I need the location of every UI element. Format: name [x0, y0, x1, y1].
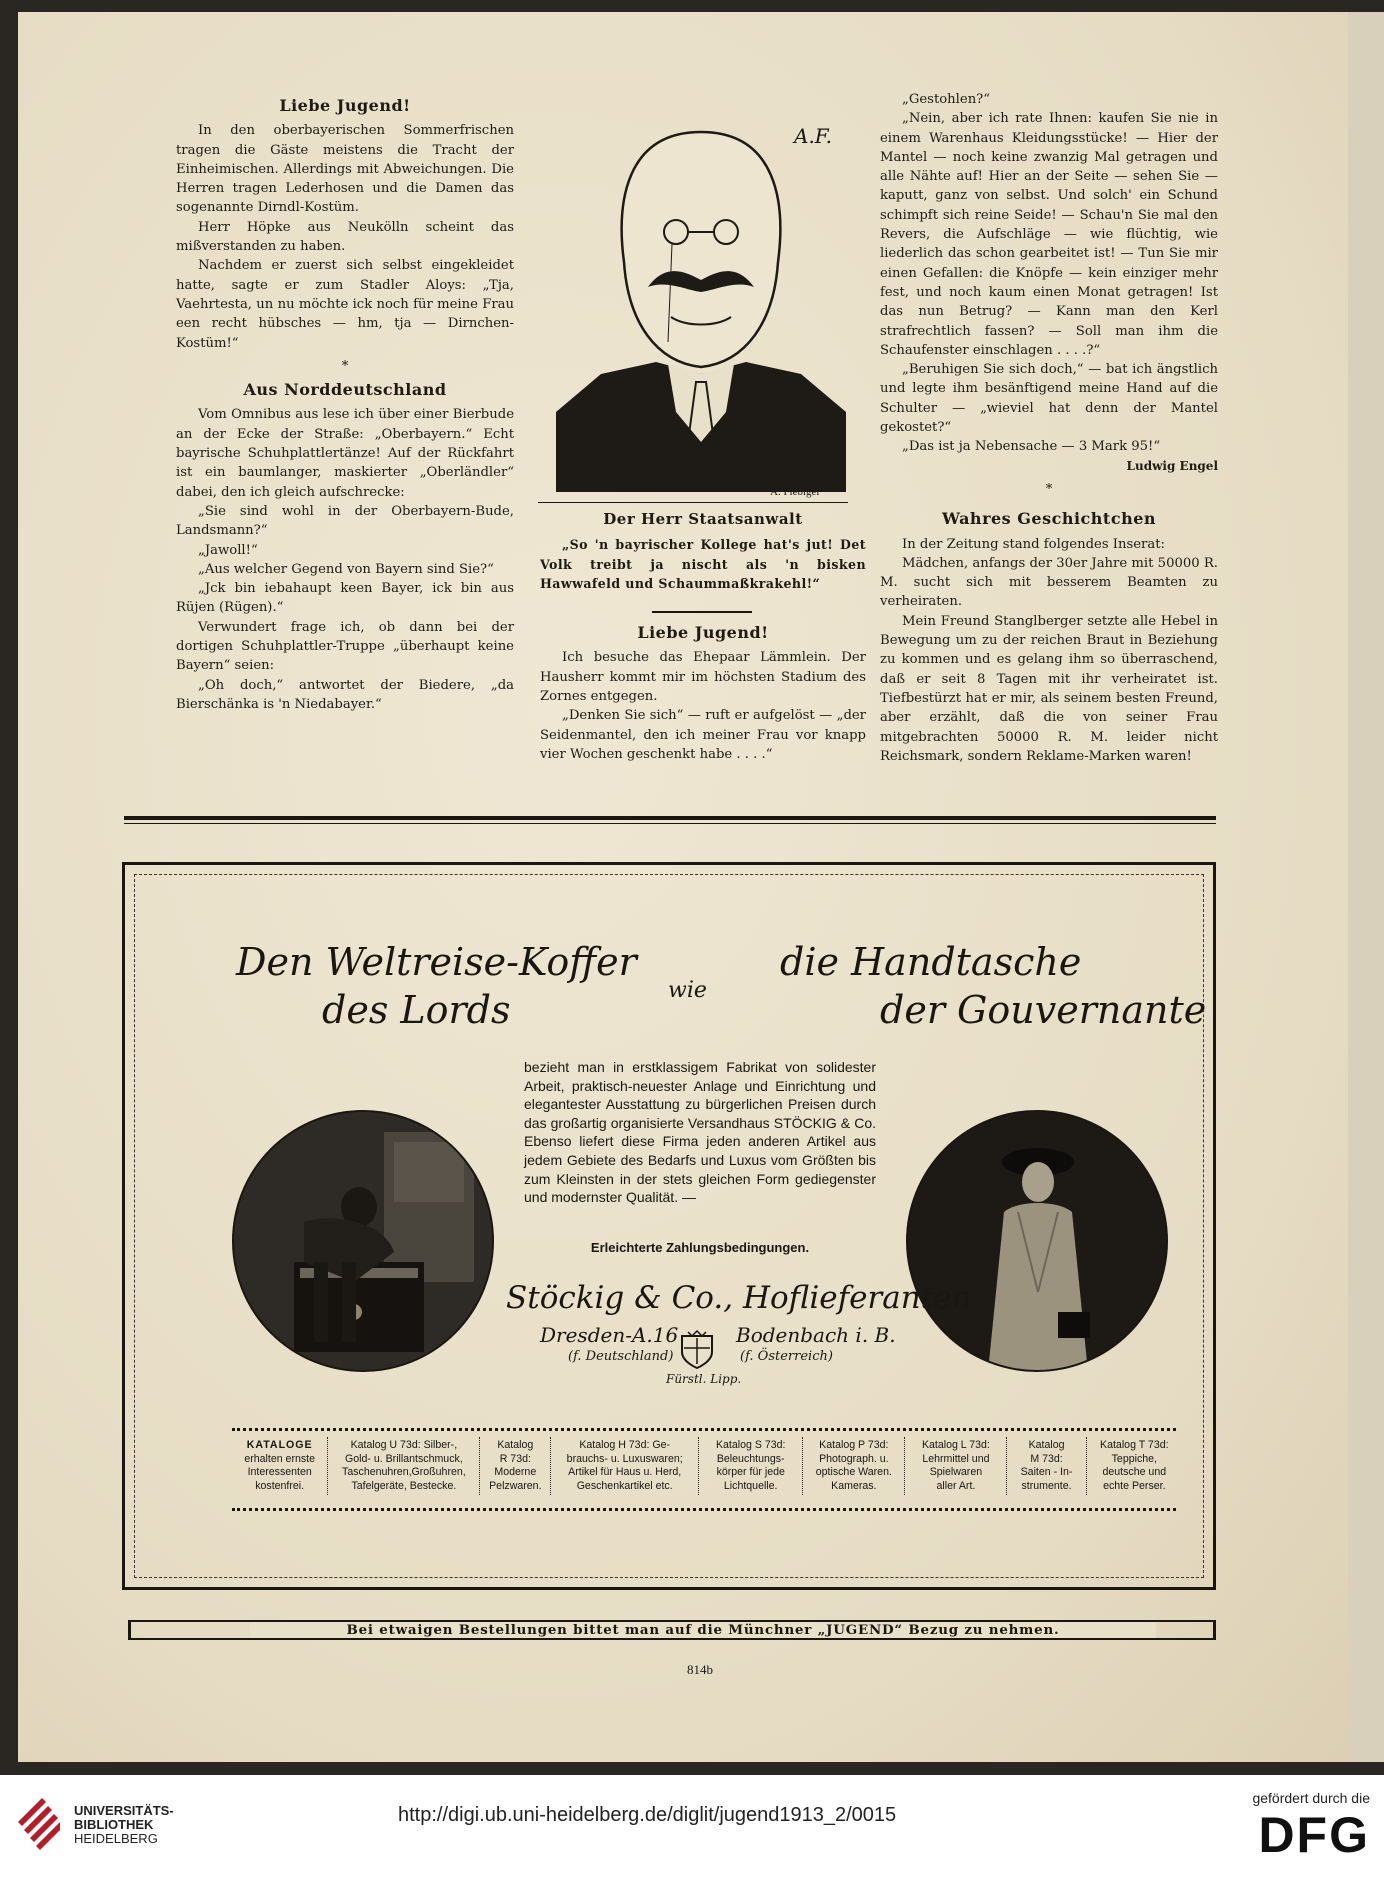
left-paragraph: „Oh doch,“ antwortet der Biedere, „da Bierschänka is 'n Niedabayer.“	[176, 677, 514, 712]
left-heading-liebe-jugend: Liebe Jugend!	[279, 96, 411, 115]
right-paragraph: „Gestohlen?“	[902, 92, 990, 107]
ad-headline-mid: wie	[668, 978, 707, 1003]
catalog-line: optische Waren.	[815, 1466, 892, 1479]
ad-firm-name: Stöckig & Co., Hoflieferanten	[506, 1280, 972, 1316]
caption-rule	[538, 502, 848, 503]
library-name-line: UNIVERSITÄTS-	[74, 1803, 174, 1818]
author-signature: Ludwig Engel	[1126, 458, 1218, 473]
library-name	[74, 1804, 174, 1846]
catalog-line: Lichtquelle.	[723, 1479, 778, 1492]
catalog-line: kostenfrei.	[255, 1479, 305, 1492]
library-logo-icon	[14, 1792, 62, 1852]
catalog-line: Katalog	[497, 1439, 534, 1451]
middle-heading-liebe-jugend: Liebe Jugend!	[637, 623, 769, 643]
handbag-photo	[908, 1112, 1168, 1372]
ad-city-bodenbach-note: (f. Österreich)	[740, 1349, 833, 1364]
right-paragraph: „Nein, aber ich rate Ihnen: kaufen Sie nie in einem Warenhaus Kleidungsstücke! — Hier der Mantel — noch keine zwanzig Mal getragen und alle Nähte auf! Hier an der Seite — sehen Sie — kaputt, ganz von selbst. Und solch' ein Schund schimpft sich reine Seide! — Schau'n Sie mal den Revers, die Aufschläge — wie flüchtig, wie liederlich das schon gearbeitet ist! — Tun Sie mir einen Gefallen: die Knöpfe — kein einziger mehr fest, und noch kaum einen Monat getragen! Ist das nun Betrug? — Kann man den Kerl strafrechtlich fassen? — Soll man ihm die Schaufenster einschlagen . . . .?“	[880, 111, 1218, 358]
right-paragraph: Mädchen, anfangs der 30er Jahre mit 50000 R. M. sucht sich mit besserem Beamten zu verheiraten.	[880, 555, 1218, 610]
catalog-line: erhalten ernste	[244, 1452, 315, 1465]
left-paragraph: Nachdem er zuerst sich selbst eingekleidet hatte, sagte er zum Stadler Aloys: „Tja, Vaehrtesta, un nu möchte ick noch für meine Frau een recht hübsches — hm, tja — Dirnchen-Kostüm!“	[176, 258, 514, 351]
left-column	[176, 92, 514, 714]
left-paragraph: In den oberbayerischen Sommerfrischen tragen die Gäste meistens die Tracht der Einheimischen. Allerdings mit Abweichungen. Die Herren tragen Lederhosen und die Damen das sogenannte Dirndl-Kostüm.	[176, 123, 514, 216]
ad-payment-terms: Erleichterte Zahlungsbedingungen.	[590, 1240, 810, 1255]
caricature-caption-title: Der Herr Staatsanwalt	[603, 510, 803, 528]
catalog-line: Katalog	[1028, 1439, 1065, 1451]
section-rule-top	[124, 816, 1216, 820]
catalog-cell	[480, 1437, 551, 1495]
left-paragraph: Verwundert frage ich, ob dann bei der dortigen Schuhplattler-Truppe „überhaupt keine Bayern“ seien:	[176, 619, 514, 674]
permalink-url[interactable]: http://digi.ub.uni-heidelberg.de/diglit/jugend1913_2/0015	[398, 1804, 897, 1826]
catalog-line: Teppiche,	[1111, 1452, 1157, 1465]
catalog-line: Moderne	[494, 1466, 537, 1479]
caricature-caption-text: „So 'n bayrischer Kollege hat's jut! Det Volk treibt ja nischt als 'n bisken Hawwafeld und Schaummaßkrakehl!“	[540, 537, 866, 591]
library-name-line: HEIDELBERG	[74, 1831, 158, 1846]
separator-star: *	[1045, 481, 1053, 497]
catalog-line: R 73d:	[499, 1452, 531, 1465]
left-paragraph: Herr Höpke aus Neukölln scheint das mißverstanden zu haben.	[176, 219, 514, 255]
catalog-line: Artikel für Haus u. Herd,	[568, 1466, 682, 1479]
catalog-line: körper für jede	[716, 1466, 785, 1479]
catalog-cell	[1007, 1437, 1086, 1495]
right-paragraph: In der Zeitung stand folgendes Inserat:	[902, 536, 1165, 552]
catalog-line: Interessenten	[247, 1466, 312, 1479]
ad-headline-left-2: des Lords	[322, 988, 511, 1032]
library-name-line: BIBLIOTHEK	[74, 1817, 154, 1832]
ad-headline-right-2: der Gouvernante	[880, 988, 1207, 1032]
catalog-line: Katalog T 73d:	[1100, 1439, 1169, 1451]
artist-credit: A. Fiebiger	[770, 486, 821, 498]
catalog-line: Lehrmittel und	[922, 1452, 990, 1465]
staatsanwalt-caricature	[556, 112, 846, 492]
catalog-table	[232, 1437, 1182, 1495]
trunk-photo	[234, 1112, 494, 1372]
ad-city-bodenbach: Bodenbach i. B.	[736, 1323, 896, 1347]
left-paragraph: „Jawoll!“	[198, 542, 258, 558]
ad-headline-left-1: Den Weltreise-Koffer	[236, 940, 637, 984]
catalog-line: Taschenuhren,Großuhren,	[342, 1466, 466, 1479]
catalog-line: echte Perser.	[1103, 1479, 1166, 1492]
funding-note: gefördert durch die	[1252, 1790, 1370, 1806]
right-paragraph: „Beruhigen Sie sich doch,“ — bat ich ängstlich und legte ihm besänftigend meine Hand auf die Schulter — „wieviel hat denn der Mantel gekostet?“	[880, 362, 1218, 436]
photo-governess-with-handbag	[906, 1110, 1168, 1372]
catalog-line: Beleuchtungs-	[716, 1452, 785, 1465]
catalog-line: Saiten - In-	[1020, 1466, 1073, 1479]
catalog-dotted-rule-bottom	[232, 1508, 1176, 1511]
catalog-line: Katalog L 73d:	[921, 1439, 990, 1451]
right-paragraph: „Das ist ja Nebensache — 3 Mark 95!“	[902, 439, 1161, 455]
catalog-line: Katalog S 73d:	[715, 1439, 786, 1451]
catalog-cell	[232, 1437, 328, 1495]
library-logo-shape	[14, 1792, 62, 1852]
right-column	[880, 90, 1218, 766]
middle-column	[540, 506, 866, 764]
left-paragraph: „Sie sind wohl in der Oberbayern-Bude, Landsmann?“	[176, 503, 514, 539]
catalog-line: strumente.	[1021, 1479, 1072, 1492]
next-page-edge	[1348, 12, 1384, 1762]
ad-body-text: bezieht man in erstklassigem Fabrikat von solidester Arbeit, praktisch-neuester Anlage und Einrichtung und elegantester Ausstattung zu bürgerlichen Preisen durch das großartig organisierte Versandhaus STÖCKIG & Co. Ebenso liefert diese Firma jeden anderen Artikel aus jedem Gebiete des Bedarfs und Luxus vom Größten bis zum Kleinsten in der stets gleichen Form gediegenster und modernster Qualität. —	[524, 1059, 876, 1206]
left-paragraph: „Aus welcher Gegend von Bayern sind Sie?“	[198, 561, 494, 577]
catalog-cell	[699, 1437, 803, 1495]
catalog-line: Katalog U 73d: Silber-,	[350, 1439, 458, 1451]
catalog-line: brauchs- u. Luxuswaren;	[566, 1452, 683, 1465]
catalog-line: Katalog H 73d: Ge-	[579, 1439, 671, 1451]
artist-monogram: A.F.	[794, 124, 832, 148]
right-heading-wahres-geschichtchen: Wahres Geschichtchen	[941, 509, 1157, 529]
royal-crest-icon	[676, 1330, 718, 1370]
crest-shape	[676, 1330, 718, 1370]
catalog-line: M 73d:	[1030, 1452, 1063, 1465]
catalog-line: aller Art.	[936, 1479, 976, 1492]
left-paragraph: Vom Omnibus aus lese ich über einer Bierbude an der Ecke der Straße: „Oberbayern.“ Echt bayrische Schuhplattlertänze! Auf der Rückfahrt ist ein baumlanger, maskierter „Oberländler“ dabei, den ich gleich aufschrecke:	[176, 407, 514, 500]
catalog-row	[232, 1437, 1182, 1495]
ad-city-dresden-note: (f. Deutschland)	[568, 1349, 674, 1364]
left-paragraph: „Jck bin iebahaupt keen Bayer, ick bin aus Rüjen (Rügen).“	[176, 581, 514, 616]
separator-star: *	[341, 358, 349, 374]
catalog-line: Pelzwaren.	[489, 1479, 542, 1492]
catalog-dotted-rule-top	[232, 1428, 1176, 1431]
caricature-illustration	[556, 112, 846, 492]
catalog-line: Gold- u. Brillantschmuck,	[344, 1452, 463, 1465]
catalog-line: Tafelgeräte, Bestecke.	[351, 1479, 457, 1492]
middle-paragraph: „Denken Sie sich“ — ruft er aufgelöst — „der Seidenmantel, den ich meiner Frau vor knapp vier Wochen geschenkt habe . . . .“	[540, 708, 866, 762]
catalog-cell	[1086, 1437, 1182, 1495]
catalog-line: KATALOGE	[246, 1439, 313, 1451]
catalog-cell	[328, 1437, 480, 1495]
ad-lipp-note: Fürstl. Lipp.	[666, 1372, 742, 1386]
catalog-line: Spielwaren	[929, 1466, 983, 1479]
dfg-logo: DFG	[1258, 1807, 1370, 1863]
catalog-line: Kameras.	[831, 1479, 877, 1492]
middle-paragraph: Ich besuche das Ehepaar Lämmlein. Der Hausherr kommt mir im höchsten Stadium des Zornes entgegen.	[540, 650, 866, 705]
catalog-cell	[803, 1437, 905, 1495]
bottom-notice-text: Bei etwaigen Bestellungen bittet man auf die Münchner „JUGEND“ Bezug zu nehmen.	[250, 1622, 1156, 1638]
catalog-cell	[551, 1437, 699, 1495]
ad-headline-right-1: die Handtasche	[780, 940, 1082, 984]
page-number: 814b	[687, 1662, 713, 1677]
catalog-line: Photograph. u.	[819, 1452, 889, 1465]
section-rule-thin	[124, 823, 1216, 824]
left-heading-norddeutschland: Aus Norddeutschland	[243, 380, 447, 400]
photo-traveler-with-trunk	[232, 1110, 494, 1372]
catalog-line: Geschenkartikel etc.	[576, 1479, 673, 1492]
catalog-cell	[905, 1437, 1007, 1495]
catalog-line: deutsche und	[1102, 1466, 1167, 1479]
catalog-line: Katalog P 73d:	[819, 1439, 889, 1451]
ad-city-dresden: Dresden-A.16	[540, 1323, 679, 1347]
right-paragraph: Mein Freund Stanglberger setzte alle Hebel in Bewegung um zu der reichen Braut in Beziehung zu kommen und es gelang ihm so überraschend, daß er seit 8 Tagen mit ihr verheiratet ist. Tiefbestürzt hat er mir, als seinem besten Freund, aber erzählt, daß die von seiner Frau mitgebrachten 50000 R. M. leider nicht Reichsmark, sondern Reklame-Marken waren!	[880, 613, 1218, 764]
short-divider	[652, 611, 752, 613]
